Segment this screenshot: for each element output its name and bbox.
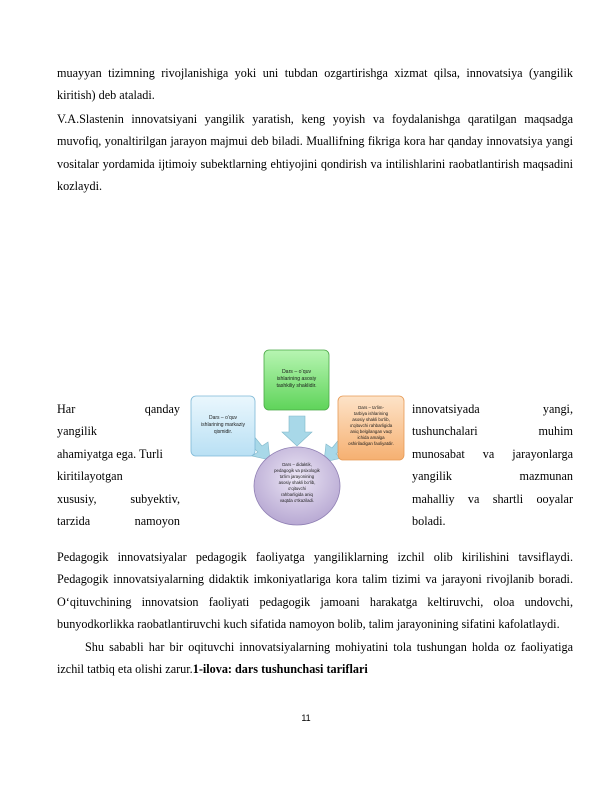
- right-box-text-line: o‘qituvchi rahbarligida: [349, 423, 393, 428]
- circle-text-line: asosiy shakli bo‘lib,: [278, 480, 316, 485]
- left-box-text-line: ishlarining markaziy: [201, 422, 245, 428]
- right-column-line: tushunchalari muhim: [412, 424, 573, 439]
- circle-text-line: vaqtda o‘tkaziladi.: [279, 498, 315, 503]
- right-column-line: boladi.: [412, 513, 446, 528]
- right-column-line: munosabat va jarayonlarga: [412, 446, 573, 461]
- left-box-text-line: Dars – o‘quv: [208, 415, 238, 421]
- top-box-text-line: ishlarining asosiy: [276, 376, 317, 382]
- right-box-text-line: asosiy shakli bo‘lib,: [352, 417, 390, 422]
- appendix-reference: 1-ilova: dars tushunchasi tariflari: [192, 662, 368, 677]
- circle-text-line: ta’lim jarayonining: [279, 474, 315, 479]
- right-box-text-line: ichida amalga: [357, 435, 385, 440]
- left-column-line: xususiy, subyektiv,: [57, 491, 180, 506]
- right-text-column: [412, 398, 573, 532]
- left-text-column: [57, 398, 180, 532]
- right-box-text-line: Dars – ta’lim-: [358, 405, 384, 410]
- right-box-text-line: tarbiya ishlarining: [353, 411, 389, 416]
- right-column-line: yangilik mazmunan: [412, 469, 573, 484]
- paragraph-teacher-application: [57, 636, 573, 681]
- circle-text-line: Dars – didaktik,: [282, 462, 312, 467]
- arrow-down-icon: [282, 416, 312, 446]
- right-column-line: innovatsiyada yangi,: [412, 402, 573, 416]
- left-column-line: yangilik: [57, 424, 97, 439]
- circle-text-line: o‘qituvchi: [288, 486, 306, 491]
- left-column-line: kiritilayotgan: [57, 469, 123, 484]
- left-box-text-line: qismidir.: [213, 429, 233, 435]
- left-column-line: ahamiyatga ega. Turli: [57, 446, 163, 461]
- page-number: 11: [301, 713, 311, 723]
- circle-text-line: rahbarligida aniq: [281, 492, 313, 497]
- top-box-text-line: tashkiliy shaklidir.: [276, 383, 317, 389]
- circle-text-line: pedagogik va psixologik: [274, 468, 320, 473]
- right-box-text-line: oshiriladigan faoliyatdir.: [348, 441, 394, 446]
- paragraph-slastenin: V.A.Slastenin innovatsiyani yangilik yaratish, keng yoyish va foydalanishga qaratilgan maqsadga muvofiq, yonaltirilgan jarayon majmui deb biladi. Muallifning fikriga kora har qanday innovatsiya yangi vositalar yordamida ijtimoiy subektlarning ehtiyojini qondirish va intilishlarini raobatlantirish maqsadini kozlaydi.: [57, 112, 573, 194]
- lesson-definitions-diagram: [186, 346, 408, 532]
- left-column-line: tarzida namoyon: [57, 513, 180, 528]
- paragraph-innovation-definition: muayyan tizimning rivojlanishiga yoki uni tubdan ozgartirishga xizmat qilsa, innovatsiya (yangilik kiritish) deb ataladi.: [57, 66, 573, 103]
- paragraph-body-text: Shu sababli har bir oqituvchi innovatsiyalarning mohiyatini tola tushungan holda oz faoliyatiga izchil tatbiq eta olishi zarur.: [57, 640, 573, 677]
- top-box-text-line: Dars – o‘quv: [281, 369, 312, 375]
- paragraph-pedagogical-innovations: Pedagogik innovatsiyalar pedagogik faoliyatga yangiliklarning izchil olib kirilishini tavsiflaydi. Pedagogik innovatsiyalarning didaktik imkoniyatlariga kora talim tizimi va jarayoni rivojlanib boradi. O‘qituvchining innovatsion faoliyati pedagogik jamoani harakatga keltiruvchi, oloa undovchi, bunyodkorlikka raobatlantiruvchi kuch sifatida namoyon bolib, talim jarayonining sifatini kafolatlaydi.: [57, 550, 573, 632]
- right-column-line: mahalliy va shartli ooyalar: [412, 491, 573, 506]
- left-column-line: Har qanday: [57, 402, 180, 416]
- right-box-text-line: aniq belgilangan vaqt: [350, 429, 392, 434]
